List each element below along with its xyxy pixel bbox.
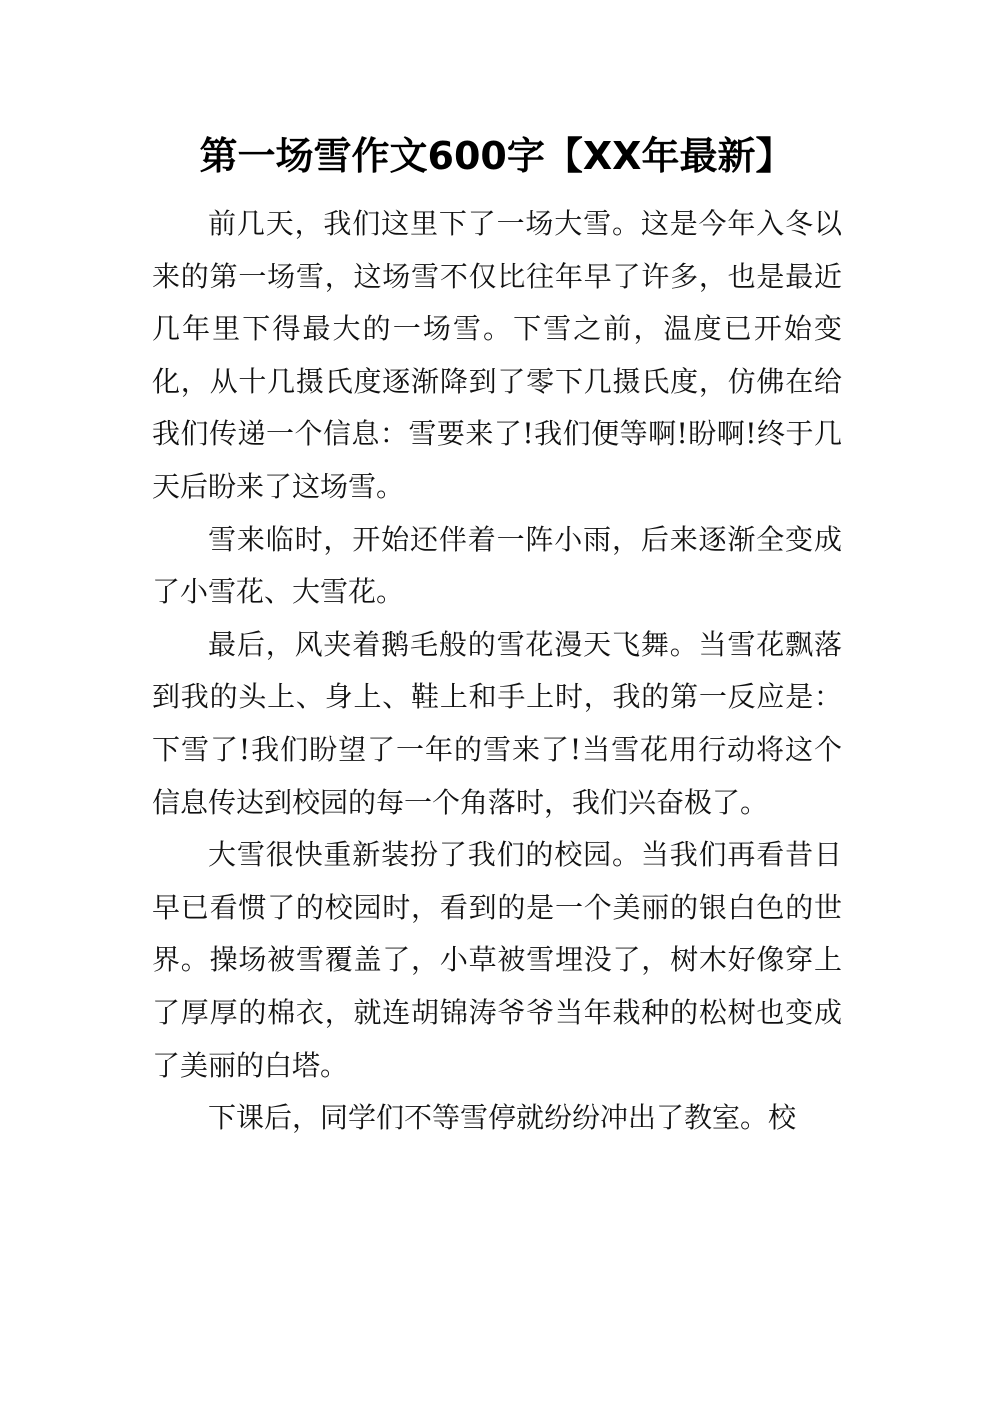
paragraph: 雪来临时，开始还伴着一阵小雨，后来逐渐全变成了小雪花、大雪花。: [152, 522, 842, 609]
paragraph: 大雪很快重新装扮了我们的校园。当我们再看昔日早已看惯了的校园时，看到的是一个美丽的银白色的世界。操场被雪覆盖了，小草被雪埋没了，树木好像穿上了厚厚的棉衣，就连胡锦涛爷爷当年栽种的松树也变成了美丽的白塔。: [152, 838, 842, 1082]
paragraph: 最后，风夹着鹅毛般的雪花漫天飞舞。当雪花飘落到我的头上、身上、鞋上和手上时，我的第一反应是：下雪了!我们盼望了一年的雪来了!当雪花用行动将这个信息传达到校园的每一个角落时，我们兴奋极了。: [152, 627, 842, 819]
paragraph: 前几天，我们这里下了一场大雪。这是今年入冬以来的第一场雪，这场雪不仅比往年早了许多，也是最近几年里下得最大的一场雪。下雪之前，温度已开始变化，从十几摄氏度逐渐降到了零下几摄氏度，仿佛在给我们传递一个信息：雪要来了!我们便等啊!盼啊!终于几天后盼来了这场雪。: [152, 207, 842, 503]
paragraph: 下课后，同学们不等雪停就纷纷冲出了教室。校: [208, 1101, 797, 1135]
document-body: [152, 198, 842, 1145]
document-title: 第一场雪作文600字【XX年最新】: [199, 134, 794, 178]
